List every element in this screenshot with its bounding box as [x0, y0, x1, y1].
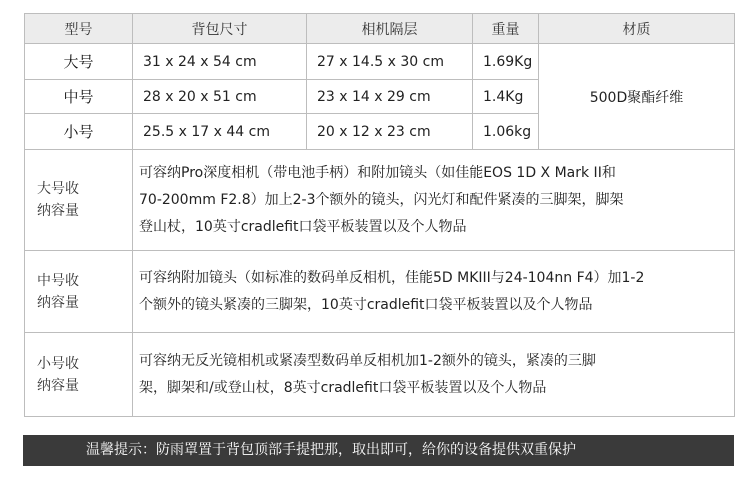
- capacity-label-small: [25, 333, 133, 417]
- capacity-row-medium: [25, 251, 735, 333]
- capacity-text-small: [133, 333, 735, 417]
- weight-small: 1.06kg: [473, 114, 539, 150]
- capacity-row-small: [25, 333, 735, 417]
- capacity-label-large-line2: 纳容量: [37, 203, 79, 219]
- camera-compartment-large: 27 x 14.5 x 30 cm: [307, 44, 473, 80]
- capacity-small-line: 架，脚架和/或登山杖，8英寸cradlefit口袋平板装置以及个人物品: [139, 379, 547, 396]
- model-large: 大号: [25, 44, 133, 80]
- bag-size-large: 31 x 24 x 54 cm: [133, 44, 307, 80]
- weight-medium: 1.4Kg: [473, 80, 539, 114]
- capacity-label-medium-line2: 纳容量: [37, 294, 79, 311]
- model-small: 小号: [25, 114, 133, 150]
- header-weight: 重量: [473, 14, 539, 44]
- capacity-label-large: [25, 150, 133, 251]
- bag-size-medium: 28 x 20 x 51 cm: [133, 80, 307, 114]
- camera-compartment-small: 20 x 12 x 23 cm: [307, 114, 473, 150]
- header-camera-compartment: 相机隔层: [307, 14, 473, 44]
- header-bag-size: 背包尺寸: [133, 14, 307, 44]
- capacity-large-line: 登山杖，10英寸cradlefit口袋平板装置以及个人物品: [139, 218, 467, 235]
- capacity-row-large: [25, 150, 735, 251]
- capacity-label-large-line1: 大号收: [37, 181, 79, 197]
- table-row-large: [25, 44, 735, 80]
- footer-note: 温馨提示：防雨罩置于背包顶部手提把那，取出即可，给你的设备提供双重保护: [23, 435, 734, 466]
- capacity-label-medium: [25, 251, 133, 333]
- capacity-label-small-line2: 纳容量: [37, 377, 79, 394]
- capacity-large-line: 可容纳Pro深度相机（带电池手柄）和附加镜头（如佳能EOS 1D X Mark II和: [139, 164, 616, 181]
- capacity-large-line: 70-200mm F2.8）加上2-3个额外的镜头，闪光灯和配件紧凑的三脚架，脚架: [139, 191, 624, 208]
- table-header-row: [25, 14, 735, 44]
- capacity-text-medium: [133, 251, 735, 333]
- capacity-small-line: 可容纳无反光镜相机或紧凑型数码单反相机加1-2额外的镜头，紧凑的三脚: [139, 352, 596, 369]
- capacity-label-medium-line1: 中号收: [37, 272, 79, 289]
- model-medium: 中号: [25, 80, 133, 114]
- capacity-label-small-line1: 小号收: [37, 355, 79, 372]
- capacity-medium-line: 个额外的镜头紧凑的三脚架，10英寸cradlefit口袋平板装置以及个人物品: [139, 296, 593, 313]
- spec-table: [24, 13, 735, 417]
- camera-compartment-medium: 23 x 14 x 29 cm: [307, 80, 473, 114]
- material-cell: 500D聚酯纤维: [539, 44, 735, 150]
- weight-large: 1.69Kg: [473, 44, 539, 80]
- header-material: 材质: [539, 14, 735, 44]
- capacity-text-large: [133, 150, 735, 251]
- header-model: 型号: [25, 14, 133, 44]
- capacity-medium-line: 可容纳附加镜头（如标准的数码单反相机，佳能5D MKIII与24-104nn F4）加1-2: [139, 269, 645, 286]
- bag-size-small: 25.5 x 17 x 44 cm: [133, 114, 307, 150]
